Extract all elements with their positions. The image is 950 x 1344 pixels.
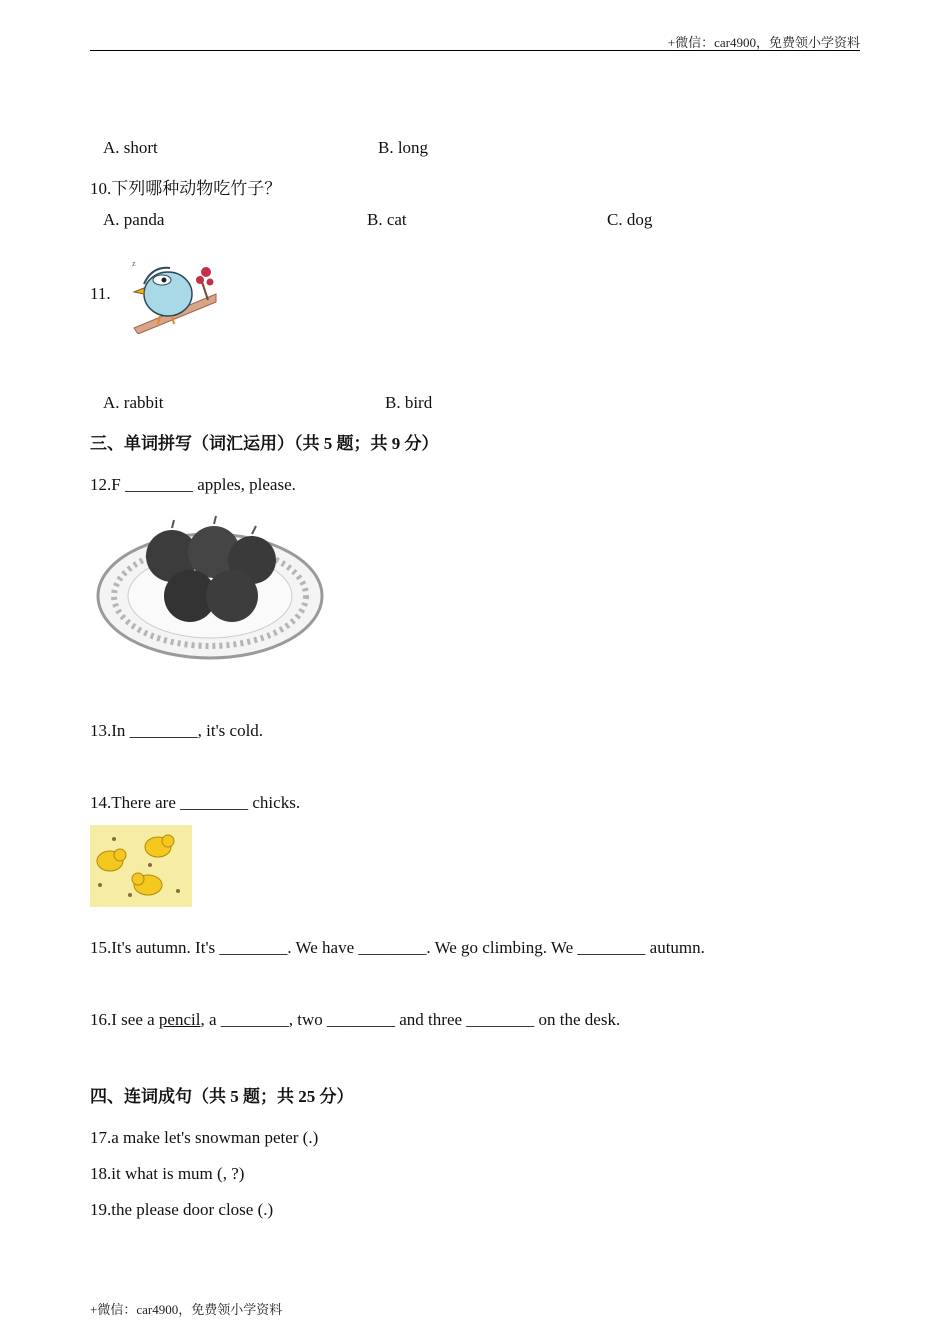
q16-question <box>90 1010 620 1030</box>
q13-question: 13.In ________, it's cold. <box>90 721 264 740</box>
q10-question: 10.下列哪种动物吃竹子？ <box>90 179 282 198</box>
q10-option-a: A. panda <box>103 210 165 229</box>
q16-suffix: , a ________, two ________ and three ________ on the desk. <box>200 1010 621 1029</box>
q11-option-b: B. bird <box>385 393 433 412</box>
q10-option-c: C. dog <box>607 210 653 229</box>
q16-prefix: 16.I see a <box>90 1010 159 1029</box>
q11-option-a: A. rabbit <box>103 393 164 412</box>
bird-on-branch-image <box>130 256 218 334</box>
section-3-title: 三、单词拼写（词汇运用）（共 5 题；共 9 分） <box>90 434 439 453</box>
svg-text:z: z <box>132 259 136 268</box>
q16-word: pencil <box>158 1010 201 1029</box>
q14-question: 14.There are ________ chicks. <box>90 793 301 812</box>
q12-question: 12.F ________ apples, please. <box>90 475 296 494</box>
q17-question: 17.a make let's snowman peter (.) <box>90 1128 319 1147</box>
footer-watermark: +微信：car4900，免费领小学资料 <box>90 1302 283 1317</box>
q9-option-b: B. long <box>378 138 429 157</box>
q11-number: 11. <box>90 284 111 303</box>
chicks-image <box>90 825 192 907</box>
apples-plate-image <box>94 510 326 662</box>
q19-question: 19.the please door close (.) <box>90 1200 274 1219</box>
q10-option-b: B. cat <box>367 210 407 229</box>
q18-question: 18.it what is mum (, ?) <box>90 1164 245 1183</box>
section-4-title: 四、连词成句（共 5 题；共 25 分） <box>90 1087 354 1106</box>
header-watermark: +微信：car4900，免费领小学资料 <box>667 35 860 50</box>
q9-option-a: A. short <box>103 138 158 157</box>
header-rule <box>90 50 860 51</box>
q15-question: 15.It's autumn. It's ________. We have ________. We go climbing. We ________ autumn. <box>90 938 705 957</box>
